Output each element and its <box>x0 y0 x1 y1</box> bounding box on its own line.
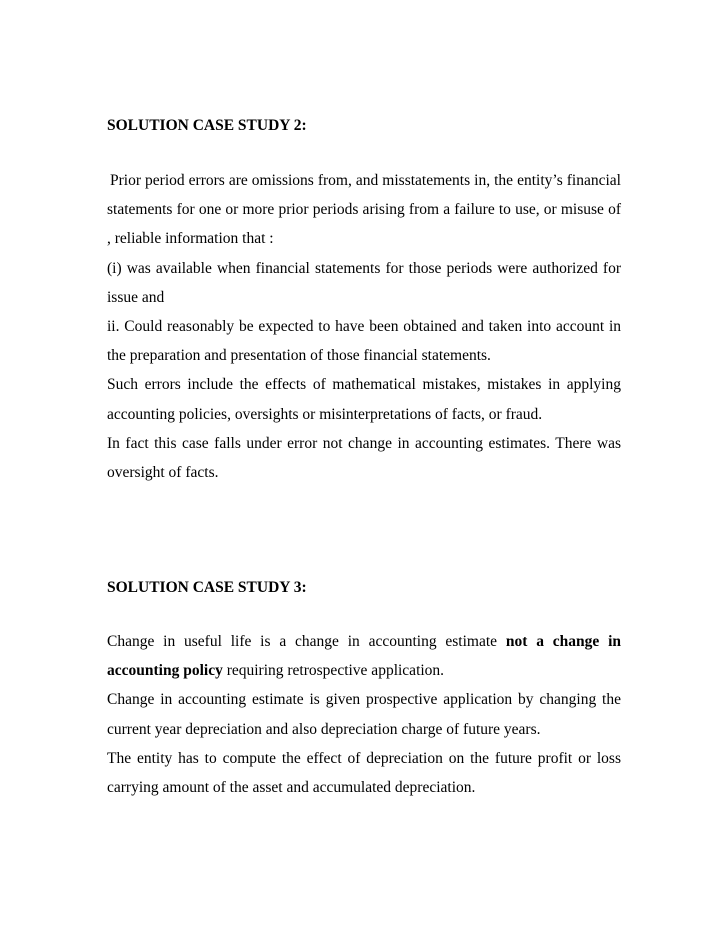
useful-life-text-start: Change in useful life is a change in accounting estimate <box>107 633 506 650</box>
paragraph-such-errors: Such errors include the effects of mathematical mistakes, mistakes in applying accounting policies, oversights or misinterpretations of facts, or fraud. <box>107 376 621 423</box>
paragraph-compute-effect: The entity has to compute the effect of depreciation on the future profit or loss carrying amount of the asset and accumulated depreciation. <box>107 749 621 797</box>
section-body-case-study-3 <box>107 627 621 802</box>
paragraph-criterion-ii: ii. Could reasonably be expected to have been obtained and taken into account in the preparation and presentation of those financial statements. <box>107 318 621 365</box>
section-heading-case-study-3: SOLUTION CASE STUDY 3: <box>107 579 307 596</box>
paragraph-prior-period-errors: Prior period errors are omissions from, and misstatements in, the entity’s financial statements for one or more prior periods arising from a failure to use, or misuse of , reliable information that : <box>107 172 621 248</box>
useful-life-text-end: requiring retrospective application. <box>222 662 445 680</box>
useful-life-emphasis: not a change in accounting policy <box>107 633 621 680</box>
section-body-case-study-2 <box>107 166 621 487</box>
paragraph-useful-life <box>107 627 621 685</box>
paragraph-prospective-application: Change in accounting estimate is given prospective application by changing the current year depreciation and also depreciation charge of future years. <box>107 691 621 738</box>
section-heading-case-study-2: SOLUTION CASE STUDY 2: <box>107 117 307 134</box>
paragraph-conclusion: In fact this case falls under error not change in accounting estimates. There was oversight of facts. <box>107 434 621 482</box>
paragraph-criterion-i: (i) was available when financial statements for those periods were authorized for issue and <box>107 259 621 306</box>
